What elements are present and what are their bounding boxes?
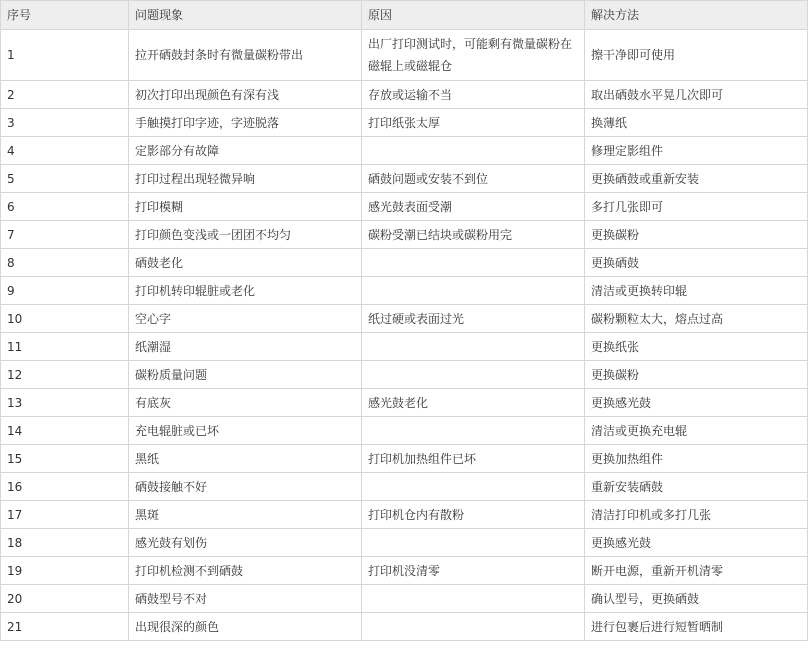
cell-cause: 打印机加热组件已坏: [362, 445, 585, 473]
cell-index: 21: [1, 613, 129, 641]
header-symptom: 问题现象: [129, 1, 362, 30]
cell-symptom: 打印颜色变浅或一团团不均匀: [129, 221, 362, 249]
cell-index: 4: [1, 137, 129, 165]
table-body: [1, 30, 808, 641]
table-row: [1, 81, 808, 109]
table-header: [1, 1, 808, 30]
cell-symptom: 打印过程出现轻微异响: [129, 165, 362, 193]
cell-symptom: 碳粉质量问题: [129, 361, 362, 389]
cell-index: 8: [1, 249, 129, 277]
header-row: [1, 1, 808, 30]
table-row: [1, 445, 808, 473]
cell-cause: 打印机没清零: [362, 557, 585, 585]
cell-symptom: 硒鼓型号不对: [129, 585, 362, 613]
cell-index: 1: [1, 30, 129, 81]
table-row: [1, 501, 808, 529]
cell-solution: 换薄纸: [585, 109, 808, 137]
cell-index: 20: [1, 585, 129, 613]
cell-solution: 多打几张即可: [585, 193, 808, 221]
cell-solution: 更换硒鼓或重新安装: [585, 165, 808, 193]
table-row: [1, 277, 808, 305]
table-row: [1, 529, 808, 557]
cell-cause: 打印纸张太厚: [362, 109, 585, 137]
cell-solution: 更换感光鼓: [585, 389, 808, 417]
table-row: [1, 305, 808, 333]
cell-cause: [362, 137, 585, 165]
table-row: [1, 137, 808, 165]
cell-symptom: 打印机检测不到硒鼓: [129, 557, 362, 585]
cell-cause: 出厂打印测试时，可能剩有微量碳粉在磁辊上或磁辊仓: [362, 30, 585, 81]
cell-symptom: 空心字: [129, 305, 362, 333]
cell-solution: 更换硒鼓: [585, 249, 808, 277]
table-row: [1, 333, 808, 361]
cell-cause: [362, 277, 585, 305]
cell-symptom: 打印模糊: [129, 193, 362, 221]
header-solution: 解决方法: [585, 1, 808, 30]
cell-cause: 纸过硬或表面过光: [362, 305, 585, 333]
cell-symptom: 充电辊脏或已坏: [129, 417, 362, 445]
cell-solution: 重新安装硒鼓: [585, 473, 808, 501]
cell-cause: [362, 613, 585, 641]
cell-solution: 确认型号，更换硒鼓: [585, 585, 808, 613]
cell-cause: [362, 249, 585, 277]
cell-symptom: 黑纸: [129, 445, 362, 473]
table-row: [1, 193, 808, 221]
cell-cause: [362, 417, 585, 445]
cell-symptom: 出现很深的颜色: [129, 613, 362, 641]
cell-index: 15: [1, 445, 129, 473]
table-row: [1, 221, 808, 249]
cell-symptom: 定影部分有故障: [129, 137, 362, 165]
cell-solution: 清洁或更换充电辊: [585, 417, 808, 445]
cell-symptom: 初次打印出现颜色有深有浅: [129, 81, 362, 109]
cell-symptom: 纸潮湿: [129, 333, 362, 361]
cell-index: 6: [1, 193, 129, 221]
header-index: 序号: [1, 1, 129, 30]
cell-symptom: 感光鼓有划伤: [129, 529, 362, 557]
cell-solution: 更换碳粉: [585, 361, 808, 389]
cell-symptom: 有底灰: [129, 389, 362, 417]
cell-symptom: 手触摸打印字迹，字迹脱落: [129, 109, 362, 137]
cell-index: 3: [1, 109, 129, 137]
cell-solution: 修理定影组件: [585, 137, 808, 165]
cell-cause: [362, 333, 585, 361]
header-cause: 原因: [362, 1, 585, 30]
cell-symptom: 黑斑: [129, 501, 362, 529]
cell-index: 7: [1, 221, 129, 249]
cell-index: 2: [1, 81, 129, 109]
cell-index: 12: [1, 361, 129, 389]
cell-solution: 进行包裹后进行短暂晒制: [585, 613, 808, 641]
cell-cause: 感光鼓老化: [362, 389, 585, 417]
cell-index: 17: [1, 501, 129, 529]
cell-solution: 更换加热组件: [585, 445, 808, 473]
cell-solution: 碳粉颗粒太大，熔点过高: [585, 305, 808, 333]
cell-solution: 擦干净即可使用: [585, 30, 808, 81]
cell-index: 9: [1, 277, 129, 305]
table-row: [1, 249, 808, 277]
cell-symptom: 硒鼓接触不好: [129, 473, 362, 501]
cell-solution: 清洁或更换转印辊: [585, 277, 808, 305]
cell-solution: 清洁打印机或多打几张: [585, 501, 808, 529]
cell-index: 5: [1, 165, 129, 193]
table-row: [1, 165, 808, 193]
cell-index: 10: [1, 305, 129, 333]
cell-index: 11: [1, 333, 129, 361]
cell-index: 16: [1, 473, 129, 501]
cell-solution: 取出硒鼓水平晃几次即可: [585, 81, 808, 109]
cell-solution: 更换感光鼓: [585, 529, 808, 557]
table-row: [1, 30, 808, 81]
cell-cause: [362, 361, 585, 389]
cell-cause: 碳粉受潮已结块或碳粉用完: [362, 221, 585, 249]
cell-symptom: 打印机转印辊脏或老化: [129, 277, 362, 305]
table-row: [1, 361, 808, 389]
cell-cause: 感光鼓表面受潮: [362, 193, 585, 221]
cell-index: 14: [1, 417, 129, 445]
table-row: [1, 109, 808, 137]
cell-solution: 断开电源，重新开机清零: [585, 557, 808, 585]
cell-index: 19: [1, 557, 129, 585]
table-row: [1, 473, 808, 501]
table-row: [1, 557, 808, 585]
cell-index: 18: [1, 529, 129, 557]
cell-cause: 硒鼓问题或安装不到位: [362, 165, 585, 193]
cell-symptom: 拉开硒鼓封条时有微量碳粉带出: [129, 30, 362, 81]
table-row: [1, 585, 808, 613]
cell-solution: 更换碳粉: [585, 221, 808, 249]
cell-solution: 更换纸张: [585, 333, 808, 361]
table-row: [1, 389, 808, 417]
table-row: [1, 613, 808, 641]
cell-cause: [362, 473, 585, 501]
cell-cause: [362, 529, 585, 557]
cell-index: 13: [1, 389, 129, 417]
cell-symptom: 硒鼓老化: [129, 249, 362, 277]
cell-cause: [362, 585, 585, 613]
table-row: [1, 417, 808, 445]
cell-cause: 存放或运输不当: [362, 81, 585, 109]
cell-cause: 打印机仓内有散粉: [362, 501, 585, 529]
